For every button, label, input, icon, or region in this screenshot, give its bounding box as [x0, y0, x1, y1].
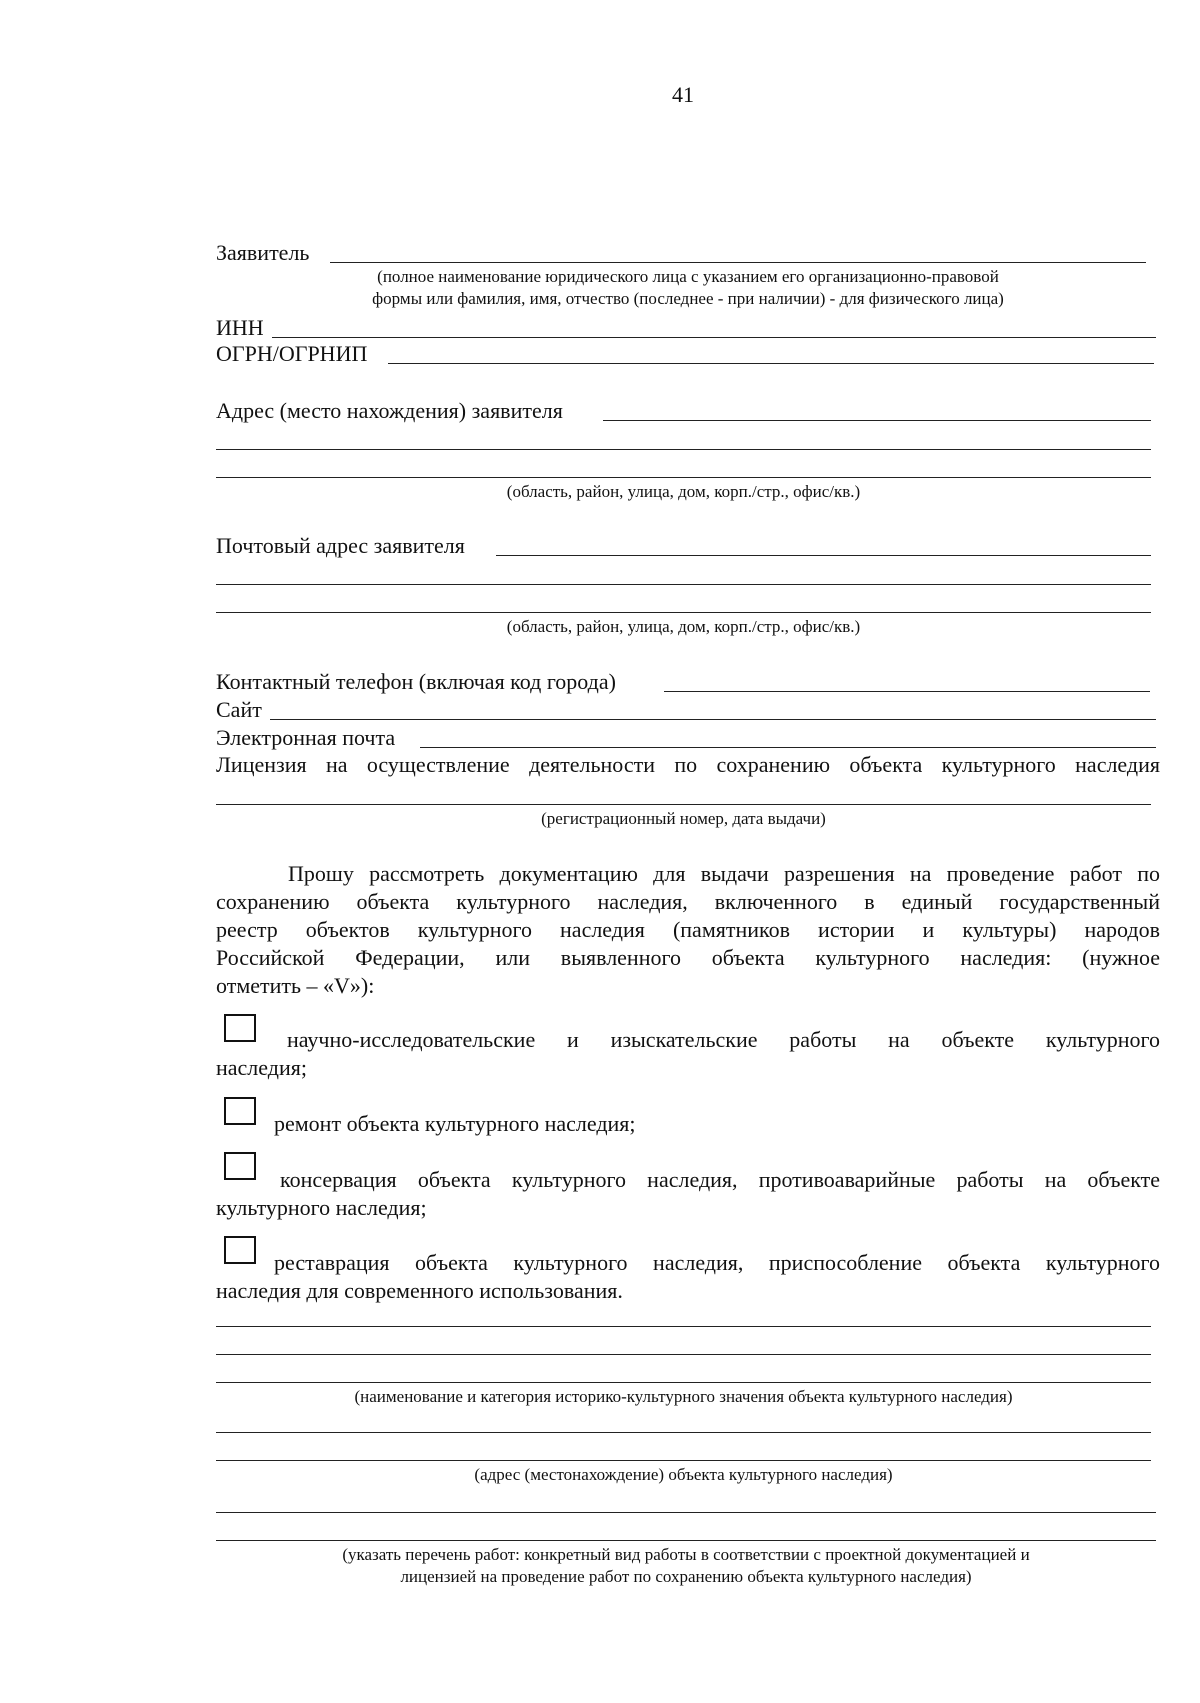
page-number: 41 [672, 82, 694, 107]
address-field-1[interactable] [603, 420, 1151, 421]
phone-label: Контактный телефон (включая код города) [216, 669, 616, 694]
ogrn-field[interactable] [388, 363, 1154, 364]
address-field-3[interactable] [216, 477, 1151, 478]
object-name-hint: (наименование и категория историко-культурного значения объекта культурного наследия) [354, 1387, 1013, 1406]
option-conservation-line-1: консервация объекта культурного наследия, противоаварийные работы на объекте [280, 1167, 1160, 1192]
request-line-5: отметить – «V»): [216, 973, 375, 998]
license-hint: (регистрационный номер, дата выдачи) [541, 809, 826, 828]
object-address-hint: (адрес (местонахождение) объекта культурного наследия) [474, 1465, 893, 1484]
object-name-field-3[interactable] [216, 1382, 1151, 1383]
inn-field[interactable] [272, 337, 1156, 338]
postal-field-2[interactable] [216, 584, 1151, 585]
option-research-line-1: научно-исследовательские и изыскательские работы на объекте культурного [287, 1027, 1160, 1052]
site-label: Сайт [216, 697, 262, 722]
object-name-field-1[interactable] [216, 1326, 1151, 1327]
address-label: Адрес (место нахождения) заявителя [216, 398, 563, 423]
checkbox-repair[interactable] [224, 1097, 256, 1125]
request-line-2: сохранению объекта культурного наследия, включенного в единый государственный [216, 889, 1160, 914]
checkbox-conservation[interactable] [224, 1152, 256, 1180]
option-research-line-2: наследия; [216, 1055, 307, 1080]
works-hint-1: (указать перечень работ: конкретный вид работы в соответствии с проектной документацией и [342, 1545, 1030, 1564]
license-field[interactable] [216, 804, 1151, 805]
applicant-label: Заявитель [216, 240, 310, 265]
option-repair-line-1: ремонт объекта культурного наследия; [274, 1111, 636, 1136]
object-name-field-2[interactable] [216, 1354, 1151, 1355]
option-restoration-line-2: наследия для современного использования. [216, 1278, 623, 1303]
ogrn-label: ОГРН/ОГРНИП [216, 341, 368, 366]
email-label: Электронная почта [216, 725, 396, 750]
checkbox-restoration[interactable] [224, 1236, 256, 1264]
postal-field-3[interactable] [216, 612, 1151, 613]
inn-label: ИНН [216, 315, 264, 340]
applicant-hint-2: формы или фамилия, имя, отчество (последнее - при наличии) - для физического лица) [372, 289, 1004, 308]
postal-label: Почтовый адрес заявителя [216, 533, 465, 558]
option-conservation-line-2: культурного наследия; [216, 1195, 427, 1220]
checkbox-research[interactable] [224, 1014, 256, 1042]
works-field-2[interactable] [216, 1540, 1156, 1541]
request-line-4: Российской Федерации, или выявленного объекта культурного наследия: (нужное [216, 945, 1160, 970]
request-line-1: Прошу рассмотреть документацию для выдачи разрешения на проведение работ по [288, 861, 1160, 886]
works-field-1[interactable] [216, 1512, 1156, 1513]
phone-field[interactable] [664, 691, 1150, 692]
request-line-3: реестр объектов культурного наследия (памятников истории и культуры) народов [216, 917, 1160, 942]
site-field[interactable] [270, 719, 1156, 720]
address-field-2[interactable] [216, 449, 1151, 450]
works-hint-2: лицензией на проведение работ по сохранению объекта культурного наследия) [400, 1567, 972, 1586]
postal-hint: (область, район, улица, дом, корп./стр., офис/кв.) [506, 617, 861, 636]
address-hint: (область, район, улица, дом, корп./стр., офис/кв.) [506, 482, 861, 501]
applicant-hint-1: (полное наименование юридического лица с указанием его организационно-правовой [377, 267, 999, 286]
applicant-field[interactable] [330, 262, 1146, 263]
email-field[interactable] [420, 747, 1156, 748]
option-restoration-line-1: реставрация объекта культурного наследия, приспособление объекта культурного [274, 1250, 1160, 1275]
license-label: Лицензия на осуществление деятельности по сохранению объекта культурного наследия [216, 752, 1160, 777]
object-address-field-2[interactable] [216, 1460, 1151, 1461]
object-address-field-1[interactable] [216, 1432, 1151, 1433]
postal-field-1[interactable] [496, 555, 1151, 556]
